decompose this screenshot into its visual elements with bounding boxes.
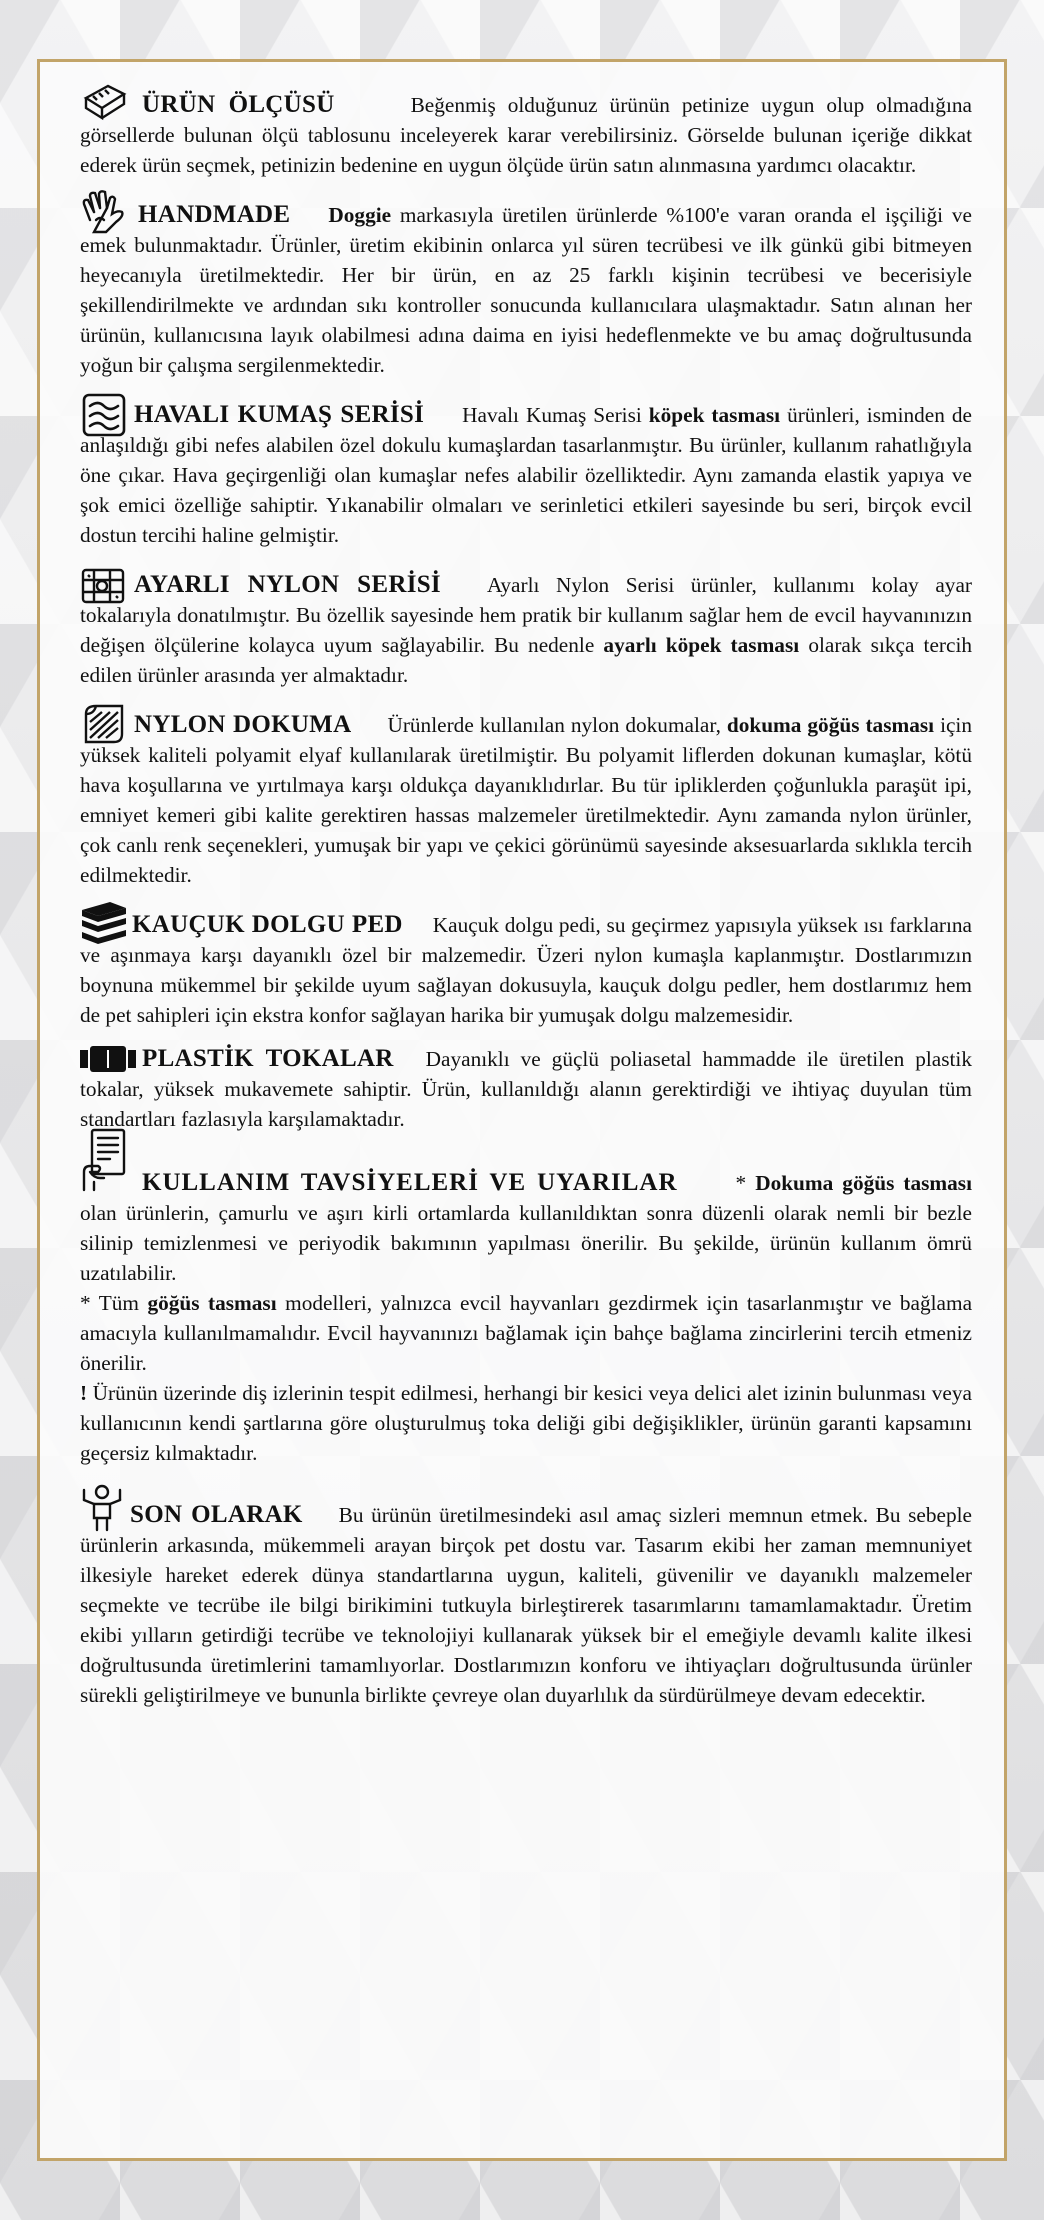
section-title: NYLON DOKUMA [134,711,352,738]
keyword-bold: köpek tasması [648,403,781,427]
document-hand-icon [80,1128,128,1192]
section-urun-olcusu [80,90,972,180]
rubber-pad-icon [80,902,128,946]
section-kaucuk-dolgu [80,910,972,1030]
section-ayarli-nylon [80,570,972,690]
keyword-bold: göğüs tasması [147,1291,277,1315]
section-body: modelleri, yalnızca evcil hayvanları gezdirmek için tasarlanmıştır ve bağlama amacıyla kullanılmamalıdır. Evcil hayvanınızı bağlamak için bahçe bağlama zincirlerini tercih etmeniz önerilir. [80,1291,973,1375]
buckle-icon [80,1046,136,1072]
section-havali-kumas [80,400,972,550]
section-body: Dayanıklı ve güçlü poliasetal hammadde ile üretilen plastik tokalar, yüksek mukavemete sahiptir. Ürün, kullanıldığı alanın gerektirdiği ve ihtiyaç duyulan tüm standartları fazlasıyla karşılamaktadır. [80,1047,972,1131]
section-body: Kauçuk dolgu pedi, su geçirmez yapısıyla yüksek ısı farklarına ve aşınmaya karşı dayanıklı özel bir malzemedir. Üzeri nylon kumaşla kaplanmıştır. Dostlarımızın boynuna mükemmel bir şekilde uyum sağlayan dokusuyla, kauçuk dolgu pedler, hem dostlarımız hem de pet sahipleri için ekstra konfor sağlayan harika bir yumuşak dolgu malzemesidir. [80,913,973,1027]
section-title: HANDMADE [138,201,291,228]
adjustable-nylon-icon [80,566,128,606]
section-title: AYARLI NYLON SERİSİ [134,571,441,598]
section-title: HAVALI KUMAŞ SERİSİ [134,401,425,428]
tape-measure-icon [80,84,128,124]
section-body-pre: Ürünlerde kullanılan nylon dokumalar, [387,713,721,737]
section-nylon-dokuma [80,710,972,890]
section-body: Bu ürünün üretilmesindeki asıl amaç sizleri memnun etmek. Bu sebeple ürünlerin arkasında, mükemmeli arayan birçok pet dostu var. Tasarım ekibi her zaman memnuniyet ilkesiyle hareket ederek dünya standartlarına uygun, kaliteli, güvenilir ve dayanıklı malzemeler seçmekte ve tecrübe ile bilgi birikimini tutkuyla birleştirerek tasarımlarını tamamlamaktadır. Üretim ekibi yılların getirdiği tecrübe ve teknolojiyi kullanarak yüksek bir el emeğiyle devamlı kalite ilkesi doğrultusunda üretimlerini tamamlıyorlar. Dostlarımızın konforu ve ihtiyaçları doğrultusunda ürünler sürekli geliştirilmeye ve bununla birlikte çevreye olan duyarlılık da sürdürülmeye devam edecektir. [80,1503,972,1707]
warning-mark: ! [80,1381,88,1405]
section-son-olarak [80,1500,972,1710]
section-plastik-tokalar [80,1044,972,1134]
section-body: Ürünün üzerinde diş izlerinin tespit edilmesi, herhangi bir kesici veya delici alet izinin bulunması veya kullanıcının kendi şartlarına göre oluşturulmuş toka deliği gibi değişiklikler, ürünün garanti kapsamını geçersiz kılmaktadır. [80,1381,972,1465]
section-title: PLASTİK TOKALAR [142,1045,394,1072]
section-body-pre: Ayarlı Nylon Serisi ürünler, kullanımı kolay ayar tokalarıyla donatılmıştır. Bu özellik sayesinde hem pratik bir kullanım sağlar hem de evcil hayvanınızın değişen ölçülerine kolayca uyum sağlayabilir. Bu nedenle [80,573,972,657]
section-body: olan ürünlerin, çamurlu ve aşırı kirli ortamlarda kullanıldıktan sonra düzenli olarak nemli bir bezle silinip temizlenmesi ve periyodik bakımının yapılması önerilir. Bu şekilde, ürünün kullanım ömrü uzatılabilir. [80,1201,972,1285]
section-handmade [80,200,972,380]
air-fabric-icon [80,392,128,438]
section-title: KULLANIM TAVSİYELERİ VE UYARILAR [142,1169,678,1196]
section-title: KAUÇUK DOLGU PED [132,911,403,938]
section-body: markasıyla üretilen ürünlerde %100'e varan oranda el işçiliği ve emek bulunmaktadır. Ürünler, üretim ekibinin onlarca yıl süren tecrübesi ve ilk günkü gibi bitmeyen heyecanıyla üretilmektedir. Her bir ürün, en az 25 farklı kişinin tecrübesi ve becerisiyle şekillendirilmekte ve ardından sıkı kontroller sonucunda kullanıcılara ulaşmaktadır. Satın alınan her ürünün, kullanıcısına layık olabilmesi adına daima en iyisi hedeflenmekte ve bu amaç doğrultusunda yoğun bir çalışma sergilenmektedir. [80,203,972,377]
section-title: ÜRÜN ÖLÇÜSÜ [142,91,335,118]
section-body-pre: Havalı Kumaş Serisi [462,403,642,427]
section-body-pre: * Tüm [80,1291,139,1315]
section-body: için yüksek kaliteli polyamit elyaf kullanılarak üretilmiştir. Bu polyamit liflerden dokunan kumaşlar, kötü hava koşullarına ve yırtılmaya karşı oldukça dayanıklıdırlar. Bu tür ipliklerden çoğunlukla paraşüt ipi, emniyet kemeri gibi kalite gerektiren hassas malzemeler üretilmektedir. Aynı zamanda nylon ürünler, çok canlı renk seçenekleri, yumuşak bir yapı ve çekici görünümü sayesinde aksesuarlarda sıklıkla tercih edilmektedir. [80,713,972,887]
content-frame [37,59,1007,2161]
nylon-weave-icon [80,702,128,748]
section-body: olarak sıkça tercih edilen ürünler arasında yer almaktadır. [80,633,973,687]
section-body: ürünleri, isminden de anlaşıldığı gibi nefes alabilen özel dokulu kumaşlardan tasarlanmıştır. Bu ürünler, kullanım rahatlığıyla öne çıkar. Hava geçirgenliği olan kumaşlar nefes alabilir özelliktedir. Aynı zamanda elastik yapıya ve şok emici özelliğe sahiptir. Yıkanabilir olmaları ve serinletici etkileri sayesinde bu seri, birçok evcil dostun tercihi haline gelmiştir. [80,403,972,547]
keyword-bold: Dokuma göğüs tasması [755,1171,972,1195]
person-icon [80,1484,124,1532]
content-area [80,84,972,1710]
star-mark: * [735,1171,747,1195]
keyword-bold: dokuma göğüs tasması [726,713,935,737]
brand-name: Doggie [328,203,392,227]
keyword-bold: ayarlı köpek tasması [603,633,800,657]
section-title: SON OLARAK [130,1501,303,1528]
section-body: Beğenmiş olduğunuz ürünün petinize uygun olup olmadığına görsellerde bulunan ölçü tablosunu inceleyerek karar verebilirsiniz. Görselde bulunan içeriğe dikkat ederek ürün seçmek, petinizin bedenine en uygun ölçüde ürün satın alınmasına yardımcı olacaktır. [80,93,972,177]
hand-icon [80,190,128,236]
section-kullanim-tavsiyeleri [80,1168,972,1468]
